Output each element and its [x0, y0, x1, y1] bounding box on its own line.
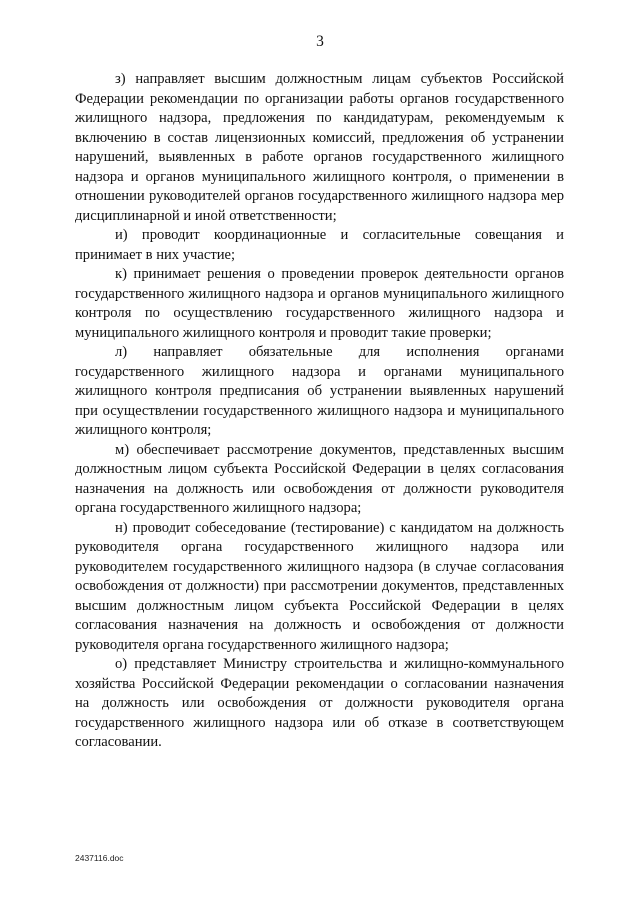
document-file-name: 2437116.doc	[75, 853, 124, 863]
paragraph-o: о) представляет Министру строительства и жилищно-коммунального хозяйства Российской Федерации рекомендации о согласовании назначения на должность или освобождения от должности руководителя органа государственного жилищного надзора или об отказе в соответствующем согласовании.	[75, 656, 564, 750]
paragraph-z: з) направляет высшим должностным лицам субъектов Российской Федерации рекомендации по организации работы органов государственного жилищного надзора, предложения по кандидатурам, рекомендуемым к включению в состав лицензионных комиссий, предложения об устранении нарушений, выявленных в работе органов государственного жилищного надзора и органов муниципального жилищного контроля, о применении в отношении руководителей органов государственного жилищного надзора мер дисциплинарной и иной ответственности;	[75, 71, 564, 224]
document-body	[75, 70, 564, 753]
paragraph-k: к) принимает решения о проведении проверок деятельности органов государственного жилищного надзора и органов муниципального жилищного контроля по осуществлению государственного жилищного надзора и муниципального жилищного контроля и проводит такие проверки;	[75, 266, 564, 341]
page-number: 3	[316, 33, 324, 50]
paragraph-m: м) обеспечивает рассмотрение документов, представленных высшим должностным лицом субъекта Российской Федерации в целях согласования назначения на должность или освобождения от должности руководителя органа государственного жилищного надзора;	[75, 441, 564, 516]
paragraph-l: л) направляет обязательные для исполнения органами государственного жилищного надзора и органами муниципального жилищного контроля предписания об устранении выявленных нарушений при осуществлении государственного жилищного надзора и муниципального жилищного контроля;	[75, 344, 564, 438]
paragraph-n: н) проводит собеседование (тестирование) с кандидатом на должность руководителя органа государственного жилищного надзора или руководителем государственного жилищного надзора (в случае согласования освобождения от должности) при рассмотрении документов, представленных высшим должностным лицом субъекта Российской Федерации в целях согласования назначения на должность и освобождения от должности руководителя органа государственного жилищного надзора;	[75, 519, 564, 653]
paragraph-i: и) проводит координационные и согласительные совещания и принимает в них участие;	[75, 227, 564, 263]
